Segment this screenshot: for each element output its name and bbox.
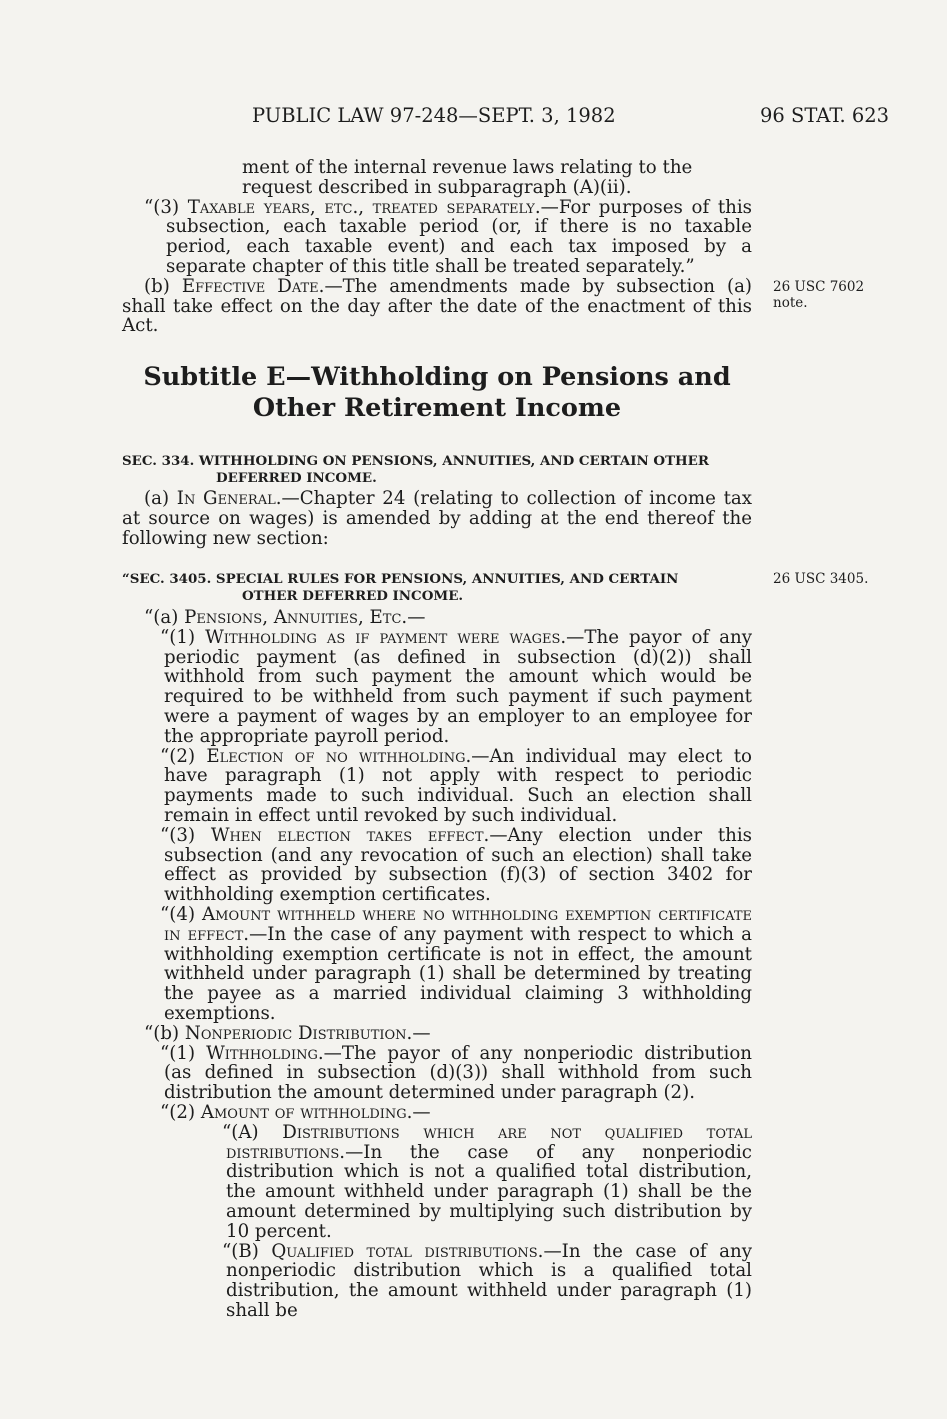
section-334-heading: SEC. 334. WITHHOLDING ON PENSIONS, ANNUITIES, AND CERTAIN OTHER DEFERRED INCOME. (122, 453, 710, 486)
subparagraph-A: “(A) Distributions which are not qualified total distributions.—In the case of any nonperiodic distribution which is not a qualified total distribution, the amount withheld under paragraph (1) shall be the amount determined by multiplying such distribution by 10 percent. (222, 1121, 752, 1242)
top-text-block (122, 158, 752, 336)
subtitle-heading: Subtitle E—Withholding on Pensions and Other Retirement Income (143, 362, 731, 423)
page-number: 96 STAT. 623 (760, 104, 890, 127)
paragraph-b1: “(1) Withholding.—The payor of any nonperiodic distribution (as defined in subsection (d)(3)) shall withhold from such distribution the amount determined under paragraph (2). (160, 1042, 752, 1104)
subparagraph-B: “(B) Qualified total distributions.—In the case of any nonperiodic distribution which is a qualified total distribution, the amount withheld under paragraph (1) shall be (222, 1240, 752, 1321)
subsection-heading: In General. (176, 488, 282, 509)
paragraph-a4: “(4) Amount withheld where no withholding exemption certificate in effect.—In the case of any payment with respect to which a withholding exemption certificate is not in effect, the amount withheld under paragraph (1) shall be determined by treating the payee as a married individual claiming 3 withholding exemptions. (160, 903, 752, 1024)
subsection-heading: Effective Date. (181, 275, 325, 297)
paragraph-heading: Withholding as if payment were wages. (205, 626, 567, 648)
paragraph-heading: Taxable years, etc., treated separately. (187, 196, 541, 218)
subsection-b-heading: “(b) Nonperiodic Distribution.— (144, 1022, 431, 1044)
paragraph-b2: “(2) Amount of withholding.— (160, 1101, 431, 1123)
continuation-text: ment of the internal revenue laws relating to the request described in subparagraph (A)(ii). (242, 157, 693, 198)
running-header: PUBLIC LAW 97-248—SEPT. 3, 1982 (252, 104, 616, 127)
subsection-b-effective-date: (b) Effective Date.—The amendments made by subsection (a) shall take effect on the day after the date of the enactment of this Act. (122, 275, 753, 337)
section-3405 (122, 571, 752, 1321)
paragraph-heading: Election of no withholding. (206, 745, 472, 767)
paragraph-heading: Amount of withholding. (200, 1101, 413, 1123)
section-3405-heading: “SEC. 3405. SPECIAL RULES FOR PENSIONS, ANNUITIES, AND CERTAIN OTHER DEFERRED INCOME. (122, 571, 679, 604)
subsection-a-heading: “(a) Pensions, Annuities, Etc.— (144, 607, 426, 628)
subparagraph-heading: Distributions which are not qualified total distributions. (226, 1121, 752, 1163)
subparagraph-heading: Qualified total distributions. (271, 1240, 544, 1262)
paragraph-a3: “(3) When election takes effect.—Any election under this subsection (and any revocation of such an election) shall take effect as provided by subsection (f)(3) of section 3402 for withholding exemption certificates. (160, 824, 752, 906)
margin-citation: 26 USC 3405. (773, 571, 869, 587)
paragraph-a2: “(2) Election of no withholding.—An individual may elect to have paragraph (1) not apply with respect to periodic payments made to such individual. Such an election shall remain in effect until revoked by such individual. (160, 745, 752, 826)
paragraph-3-taxable-years: “(3) Taxable years, etc., treated separately.—For purposes of this subsection, each taxable period (or, if there is no taxable period, each taxable event) and each tax imposed by a separate chapter of this title shall be treated separately.” (144, 196, 752, 277)
paragraph-a1: “(1) Withholding as if payment were wages.—The payor of any periodic payment (as defined in subsection (d)(2)) shall withhold from such payment the amount which would be required to be withheld from such payment if such payment were a payment of wages by an employer to an employee for the appropriate payroll period. (160, 626, 752, 747)
margin-citation: 26 USC 7602 note. (773, 279, 865, 311)
paragraph-heading: When election takes effect. (210, 824, 490, 846)
section-334 (122, 453, 752, 548)
section-334-subsection-a: (a) In General.—Chapter 24 (relating to collection of income tax at source on wages) is amended by adding at the end thereof the following new section: (122, 488, 752, 549)
paragraph-heading: Amount withheld where no withholding exemption certificate in effect. (164, 903, 752, 945)
paragraph-heading: Withholding. (206, 1042, 324, 1064)
